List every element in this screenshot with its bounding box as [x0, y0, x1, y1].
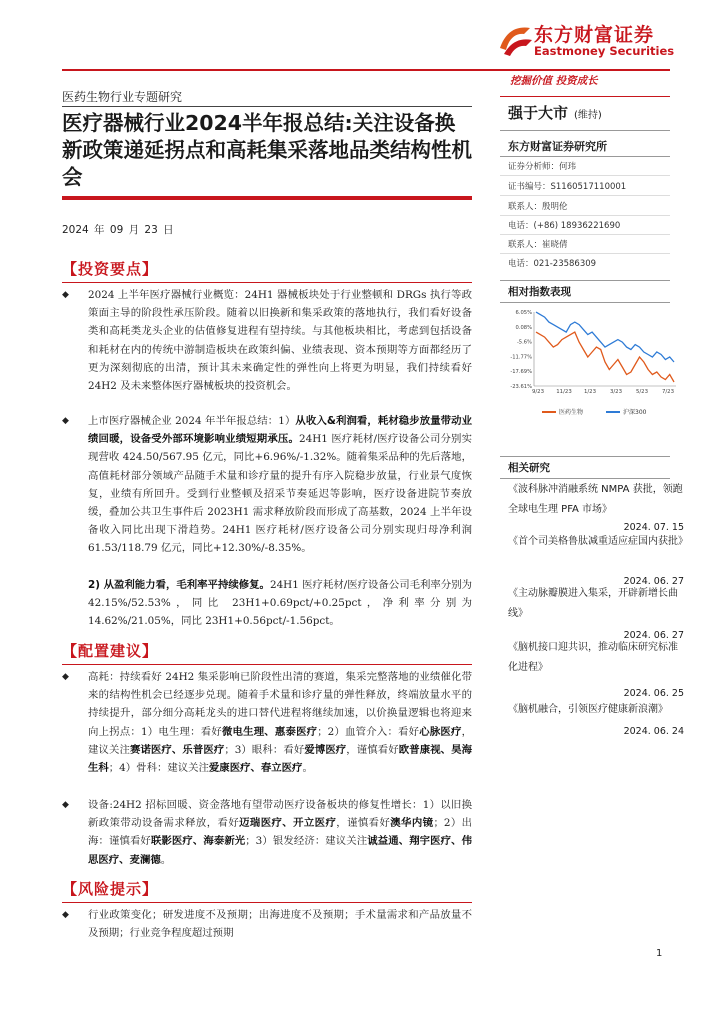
- section-investment-header: [62, 258, 472, 279]
- chart-rule-top: [500, 280, 670, 281]
- related-report-date: 2024. 07. 15: [623, 522, 684, 533]
- text-run: 24H1 医疗耗材/医疗设备公司毛利率分别为 42.15%/52.53%，同比 23H1+0.69pct/+0.25pct，净利率分别为 14.62%/21.05%，同比 23H1+0.56pct/-1.56pct。: [88, 579, 472, 628]
- text-run: ；4）骨科：建议关注: [108, 762, 209, 775]
- contact-phone-1: 电话：(+86) 18936221690: [508, 221, 621, 231]
- y-tick-label: 6.05%: [515, 310, 532, 316]
- x-tick-label: 5/23: [635, 389, 649, 395]
- paragraph-text: 2024 上半年医疗器械行业概览：24H1 器械板块处于行业整顿和 DRGs 执行等政策面主导的阶段性承压阶段。随着以旧换新和集采政策的落地执行，我们看好设备类和高耗类龙头企业的估值修复进程有望持续。与其他板块相比，考虑到包括设备和耗材在内的传统中游制造板块在政策纠偏、业绩表现、资本预期等方面都经历了更为深刻彻底的出清，预计其未来确定性的弹性向上将更为明显，我们持续看好 24H2 及未来整体医疗器械板块的投资机会。: [88, 289, 472, 393]
- contact-rule: [500, 215, 670, 216]
- contact-rule: [500, 234, 670, 235]
- contact-person-2: 联系人：崔晓倩: [508, 240, 568, 250]
- paragraph-text: [88, 576, 472, 631]
- section-risk-header: [62, 878, 472, 899]
- section-rule: [62, 902, 472, 903]
- title-rule-top: [62, 106, 472, 107]
- text-run: 。: [302, 762, 313, 775]
- x-tick-label: 3/23: [609, 389, 623, 395]
- section-title: 【配置建议】: [62, 642, 159, 660]
- contact-analyst: 证券分析师：何玮: [508, 162, 577, 172]
- bullet-icon: ◆: [62, 910, 69, 920]
- contact-rule: [500, 175, 670, 176]
- report-title: 医疗器械行业2024半年报总结:关注设备换新政策递延拐点和高耗集采落地品类结构性机会: [62, 111, 472, 189]
- y-tick-label: -17.69%: [510, 369, 532, 376]
- related-report-link[interactable]: 《首个司美格鲁肽减重适应症国内获批》: [508, 536, 688, 547]
- x-tick-label: 9/23: [531, 389, 545, 395]
- bold-run: 爱博医疗: [304, 743, 347, 756]
- x-tick-label: 1/23: [583, 389, 597, 395]
- text-run: ；3）眼科：看好: [224, 743, 305, 756]
- bold-run: 诚益通、翔宇医疗、伟思医疗、麦澜德: [88, 835, 473, 866]
- paragraph-risk: [62, 906, 472, 942]
- text-run: ；3）银发经济：建议关注: [245, 835, 368, 848]
- related-report-date: 2024. 06. 25: [623, 688, 684, 699]
- related-report-link[interactable]: 《主动脉瓣膜进入集采，开辟新增长曲线》: [508, 588, 678, 619]
- x-tick-label: 11/23: [556, 389, 572, 395]
- bullet-icon: ◆: [62, 290, 69, 300]
- rating-value: 强于大市: [508, 104, 569, 122]
- contact-rule: [500, 253, 670, 254]
- rating-rule-bottom: [500, 130, 670, 131]
- y-tick-label: -11.77%: [510, 354, 532, 361]
- related-report-date: 2024. 06. 27: [623, 576, 684, 587]
- related-report-link[interactable]: 《脑机接口迎共识，推动临床研究标准化进程》: [508, 642, 678, 673]
- contact-phone-2: 电话：021-23586309: [508, 259, 597, 269]
- page-number: 1: [656, 948, 663, 959]
- related-rule-top: [500, 456, 670, 457]
- paragraph-equipment: [62, 796, 472, 869]
- bold-run: 迈瑞医疗、开立医疗: [239, 817, 337, 830]
- report-date: 2024 年 09 月 23 日: [62, 224, 174, 236]
- rating-rule-top: [500, 96, 670, 97]
- paragraph-text: [88, 668, 472, 777]
- text-run: 上市医疗器械企业 2024 年半年报总结：1）: [88, 415, 296, 427]
- bold-run: 欧普康视、昊海生科: [88, 743, 473, 775]
- text-run: ，谨慎看好: [336, 817, 391, 830]
- paragraph-high-value: [62, 668, 472, 777]
- legend-label: 医药生物: [559, 409, 584, 417]
- related-report-link[interactable]: 《波科脉冲消融系统 NMPA 获批，领跑全球电生理 PFA 市场》: [508, 484, 683, 515]
- chart-title: 相对指数表现: [508, 286, 571, 298]
- contact-rule: [500, 195, 670, 196]
- bold-run: 澳华内镜: [390, 817, 434, 830]
- rating: [508, 102, 602, 123]
- institute-rule: [500, 156, 670, 157]
- institute-name: 东方财富证券研究所: [508, 140, 607, 153]
- text-run: ；2）出海：谨慎看好: [88, 817, 473, 848]
- paragraph-text: [88, 412, 472, 558]
- bold-run: 微电生理、惠泰医疗: [221, 725, 318, 738]
- logo-text-en: Eastmoney Securities: [534, 44, 675, 58]
- bullet-icon: ◆: [62, 672, 69, 682]
- bullet-icon: ◆: [62, 416, 69, 426]
- section-rule: [62, 282, 472, 283]
- section-title: 【投资要点】: [62, 260, 159, 278]
- related-title: 相关研究: [508, 462, 550, 474]
- slogan: 挖掘价值 投资成长: [510, 75, 598, 87]
- text-run: 。: [160, 853, 172, 866]
- bold-run: 联影医疗、海泰新光: [150, 835, 246, 848]
- text-run: 设备:24H2 招标回暖、资金落地有望带动医疗设备板块的修复性增长：1）以旧换新政策带动设备需求释放，看好: [88, 799, 472, 830]
- y-tick-label: -23.61%: [510, 384, 532, 390]
- related-report-link[interactable]: 《脑机融合，引领医疗健康新浪潮》: [508, 704, 668, 715]
- y-tick-label: 0.08%: [515, 324, 532, 331]
- text-run: 24H1 医疗耗材/医疗设备公司分别实现营收 424.50/567.95 亿元，同比+6.96%/-1.32%。随着集采品种的先后落地，高值耗材部分领域产品随手术量和诊疗量的提升有序入院稳步放量，行业景气度恢复，业绩有所回升。受到行业整顿及招采节奏延迟等影响，医疗设备进院节奏放缓，叠加公共卫生事件后 2023H1 需求释放阶段而形成了高基数，2024 上半年设备收入同比出现下滑趋势。24H1 医疗耗材/医疗设备公司分别实现归母净利润 61.53/118.79 亿元，同比+12.30%/-8.35%。: [88, 433, 473, 555]
- text-run: ，谨慎看好: [346, 743, 399, 756]
- related-report-date: 2024. 06. 27: [623, 630, 684, 641]
- related-report-date: 2024. 06. 24: [623, 726, 684, 737]
- paragraph-summary: [62, 412, 472, 558]
- text-run: 高耗：持续看好 24H2 集采影响已阶段性出清的赛道，集采完整落地的业绩催化带来的结构性机会已经逐步兑现。随着手术量和诊疗量的弹性释放，终端放量水平的持续提升，部分细分高耗龙头的进口替代进程将继续加速，以价换量逻辑也将迎来向上拐点：1）电生理：看好: [88, 671, 472, 738]
- title-rule-bottom: [62, 196, 472, 200]
- paragraph-profitability: [62, 576, 472, 631]
- section-title: 【风险提示】: [62, 880, 159, 898]
- bold-run: 从收入&利润看，耗材稳步放量带动业绩回暖，设备受外部环境影响业绩短期承压。: [88, 415, 472, 446]
- logo-text-cn: 东方财富证券: [534, 24, 655, 46]
- paragraph-overview: [62, 286, 472, 395]
- report-type: 医药生物行业专题研究: [62, 90, 183, 104]
- section-allocation-header: [62, 640, 472, 661]
- bold-run: 2) 从盈利能力看，毛利率平持续修复。: [88, 579, 270, 591]
- chart-rule: [500, 302, 670, 303]
- contact-person-1: 联系人：殷明伦: [508, 202, 568, 212]
- text-run: ，建议关注: [88, 725, 472, 756]
- text-run: ；2）血管介入：看好: [317, 725, 420, 738]
- rating-sub: (维持): [574, 110, 602, 121]
- bold-run: 赛诺医疗、乐普医疗: [129, 743, 225, 756]
- series-line-2: [536, 312, 674, 362]
- y-tick-label: -5.6%: [516, 339, 532, 346]
- series-line-1: [536, 332, 674, 382]
- legend-label: 沪深300: [623, 409, 647, 417]
- bold-run: 爱康医疗、春立医疗: [208, 762, 303, 775]
- section-rule: [62, 664, 472, 665]
- contact-license: 证书编号：S1160517110001: [508, 182, 627, 192]
- paragraph-text: [88, 796, 472, 869]
- related-rule: [500, 478, 670, 479]
- paragraph-text: 行业政策变化；研发进度不及预期；出海进度不及预期；手术量需求和产品放量不及预期；行业竞争程度超过预期: [88, 909, 472, 940]
- relative-index-chart: [504, 306, 680, 424]
- header-rule: [62, 69, 670, 71]
- x-tick-label: 7/23: [661, 389, 675, 395]
- bold-run: 心脉医疗: [419, 725, 462, 738]
- bullet-icon: ◆: [62, 800, 69, 810]
